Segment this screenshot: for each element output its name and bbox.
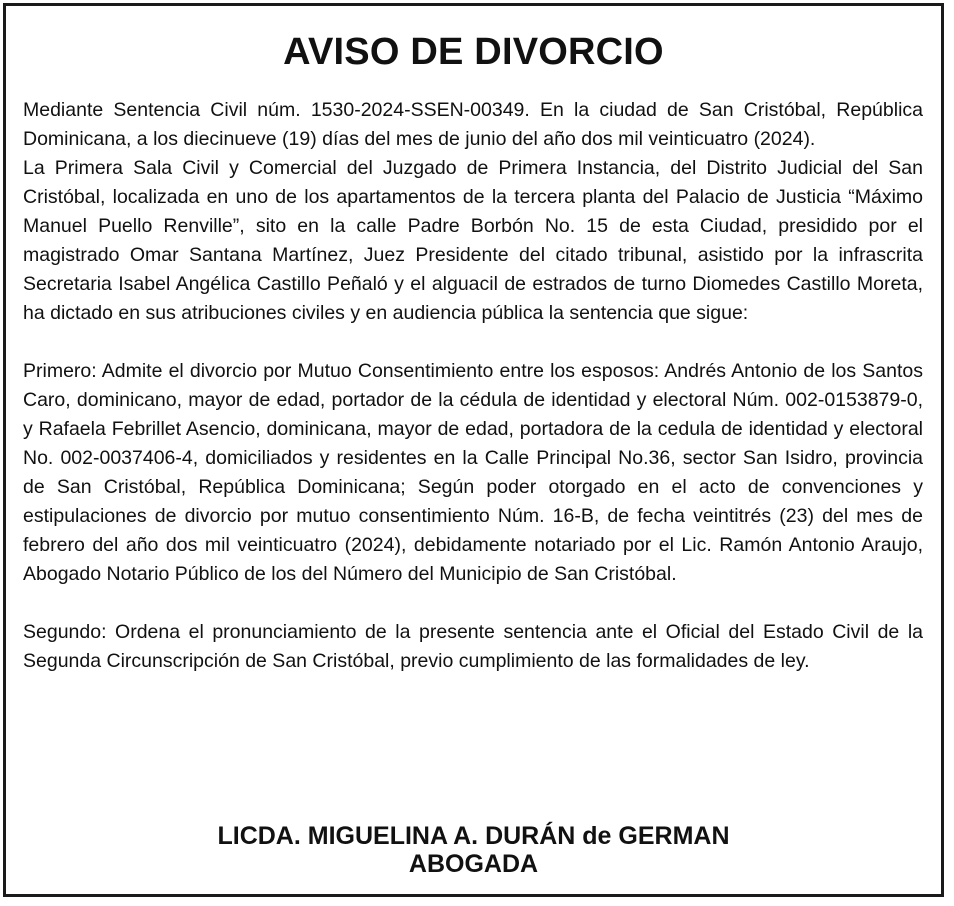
notice-body [23, 96, 923, 676]
paragraph-spacer [23, 589, 923, 618]
intro-paragraph: Mediante Sentencia Civil núm. 1530-2024-SSEN-00349. En la ciudad de San Cristóbal, República Dominicana, a los diecinueve (19) días del mes de junio del año dos mil veinticuatro (2024). [23, 99, 923, 150]
court-paragraph: La Primera Sala Civil y Comercial del Juzgado de Primera Instancia, del Distrito Judicial del San Cristóbal, localizada en uno de los apartamentos de la tercera planta del Palacio de Justicia “Máximo Manuel Puello Renville”, sito en la calle Padre Borbón No. 15 de esta Ciudad, presidido por el magistrado Omar Santana Martínez, Juez Presidente del citado tribunal, asistido por la infrascrita Secretaria Isabel Angélica Castillo Peñaló y el alguacil de estrados de turno Diomedes Castillo Moreta, ha dictado en sus atribuciones civiles y en audiencia pública la sentencia que sigue: [23, 157, 923, 324]
signature-role: ABOGADA [408, 850, 539, 878]
notice-title: AVISO DE DIVORCIO [283, 31, 664, 73]
segundo-paragraph: Segundo: Ordena el pronunciamiento de la presente sentencia ante el Oficial del Estado Civil de la Segunda Circunscripción de San Cristóbal, previo cumplimiento de las formalidades de ley. [23, 621, 923, 672]
signature-block [6, 822, 941, 878]
paragraph-spacer [23, 328, 923, 357]
signature-name: LICDA. MIGUELINA A. DURÁN de GERMAN [217, 822, 730, 850]
primero-paragraph: Primero: Admite el divorcio por Mutuo Consentimiento entre los esposos: Andrés Antonio de los Santos Caro, dominicano, mayor de edad, portador de la cédula de identidad y electoral Núm. 002-0153879-0, y Rafaela Febrillet Asencio, dominicana, mayor de edad, portadora de la cedula de identidad y electoral No. 002-0037406-4, domiciliados y residentes en la Calle Principal No.36, sector San Isidro, provincia de San Cristóbal, República Dominicana; Según poder otorgado en el acto de convenciones y estipulaciones de divorcio por mutuo consentimiento Núm. 16-B, de fecha veintitrés (23) del mes de febrero del año dos mil veinticuatro (2024), debidamente notariado por el Lic. Ramón Antonio Araujo, Abogado Notario Público de los del Número del Municipio de San Cristóbal. [23, 360, 923, 585]
divorce-notice [3, 3, 944, 897]
